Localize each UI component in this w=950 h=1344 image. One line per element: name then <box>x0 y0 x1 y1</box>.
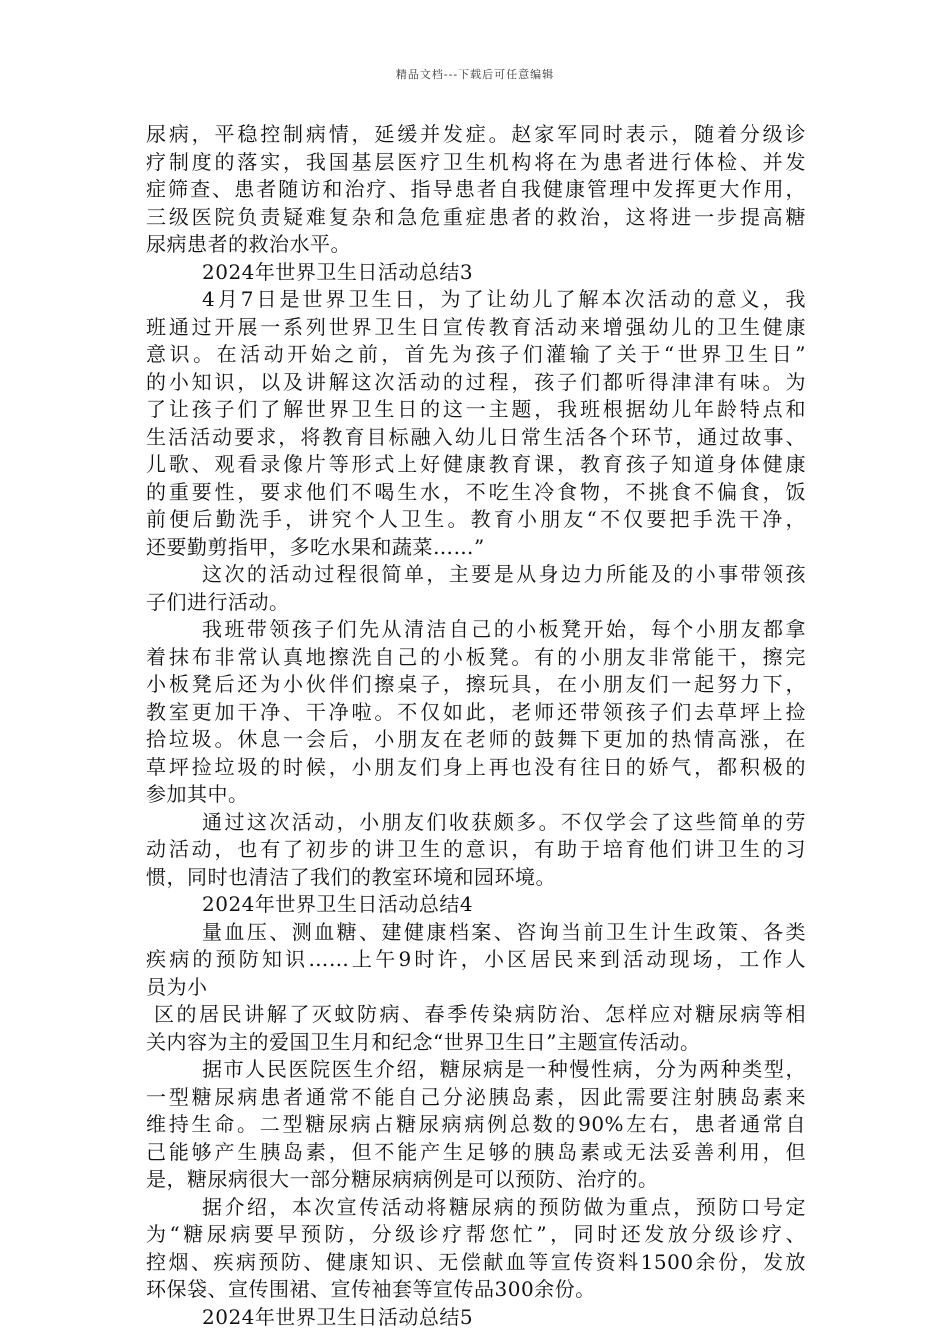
text-line: 参加其中。 <box>146 782 249 806</box>
page-header: 精品文档---下载后可任意编辑 <box>395 68 555 81</box>
text-line: 症筛查、患者随访和治疗、指导患者自我健康管理中发挥更大作用， <box>146 177 806 201</box>
text-line: 尿病，平稳控制病情，延缓并发症。赵家军同时表示，随着分级诊 <box>146 122 806 146</box>
text-line: 我班带领孩子们先从清洁自己的小板凳开始，每个小朋友都拿 <box>202 617 806 641</box>
text-line: 着抹布非常认真地擦洗自己的小板凳。有的小朋友非常能干，擦完 <box>146 644 806 669</box>
text-line: 了让孩子们了解世界卫生日的这一主题，我班根据幼儿年龄特点和 <box>146 397 806 421</box>
text-line: 为“糖尿病要早预防，分级诊疗帮您忙”，同时还发放分级诊疗、 <box>146 1222 806 1246</box>
text-line: 一型糖尿病患者通常不能自己分泌胰岛素，因此需要注射胰岛素来 <box>146 1084 806 1109</box>
text-line: 三级医院负责疑难复杂和急危重症患者的救治，这将进一步提高糖 <box>146 204 806 229</box>
text-line: 疾病的预防知识……上午9时许，小区居民来到活动现场，工作人 <box>146 947 806 971</box>
text-line: 环保袋、宣传围裙、宣传袖套等宣传品300余份。 <box>146 1277 596 1301</box>
text-line: 小板凳后还为小伙伴们擦桌子，擦玩具，在小朋友们一起努力下， <box>146 672 806 696</box>
section-heading: 2024年世界卫生日活动总结5 <box>202 1304 474 1329</box>
document-body <box>146 121 806 1331</box>
text-line: 疗制度的落实，我国基层医疗卫生机构将在为患者进行体检、并发 <box>146 149 806 174</box>
text-line: 据介绍，本次宣传活动将糖尿病的预防做为重点，预防口号定 <box>202 1194 806 1219</box>
text-line: 己能够产生胰岛素，但不能产生足够的胰岛素或无法妥善利用，但 <box>146 1139 806 1164</box>
text-line: 还要勤剪指甲，多吃水果和蔬菜……” <box>146 534 485 559</box>
text-line: 拾垃圾。休息一会后，小朋友在老师的鼓舞下更加的热情高涨，在 <box>146 727 806 751</box>
text-line: 尿病患者的救治水平。 <box>146 232 351 256</box>
text-line: 的重要性，要求他们不喝生水，不吃生冷食物，不挑食不偏食，饭 <box>146 479 806 504</box>
text-line: 教室更加干净、干净啦。不仅如此，老师还带领孩子们去草坪上捡 <box>146 699 806 724</box>
text-line: 的小知识，以及讲解这次活动的过程，孩子们都听得津津有味。为 <box>146 369 806 394</box>
text-line: 班通过开展一系列世界卫生日宣传教育活动来增强幼儿的卫生健康 <box>146 314 806 339</box>
section-heading: 2024年世界卫生日活动总结4 <box>202 892 474 916</box>
text-line: 区的居民讲解了灭蚊防病、春季传染病防治、怎样应对糖尿病等相 <box>154 1002 806 1026</box>
text-line: 4月7日是世界卫生日，为了让幼儿了解本次活动的意义，我 <box>202 287 806 311</box>
section-heading: 2024年世界卫生日活动总结3 <box>202 259 474 284</box>
text-line: 关内容为主的爱国卫生月和纪念“世界卫生日”主题宣传活动。 <box>146 1029 701 1054</box>
text-line: 前便后勤洗手，讲究个人卫生。教育小朋友“不仅要把手洗干净， <box>146 507 806 531</box>
text-line: 生活活动要求，将教育目标融入幼儿日常生活各个环节，通过故事、 <box>146 424 806 449</box>
text-line: 维持生命。二型糖尿病占糖尿病病例总数的90%左右，患者通常自 <box>146 1112 806 1136</box>
text-line: 子们进行活动。 <box>146 589 290 614</box>
text-line: 这次的活动过程很简单，主要是从身边力所能及的小事带领孩 <box>202 562 806 586</box>
text-line: 动活动，也有了初步的讲卫生的意识，有助于培育他们讲卫生的习 <box>146 837 806 861</box>
text-line: 据市人民医院医生介绍，糖尿病是一种慢性病，分为两种类型， <box>202 1057 806 1081</box>
text-line: 控烟、疾病预防、健康知识、无偿献血等宣传资料1500余份，发放 <box>146 1249 806 1274</box>
text-line: 草坪捡垃圾的时候，小朋友们身上再也没有往日的娇气，都积极的 <box>146 754 806 779</box>
text-line: 员为小 <box>146 974 208 999</box>
text-line: 通过这次活动，小朋友们收获颇多。不仅学会了这些简单的劳 <box>202 809 806 834</box>
text-line: 儿歌、观看录像片等形式上好健康教育课，教育孩子知道身体健康 <box>146 452 806 476</box>
text-line: 惯，同时也清洁了我们的教室环境和园环境。 <box>146 864 556 889</box>
text-line: 量血压、测血糖、建健康档案、咨询当前卫生计生政策、各类 <box>202 919 806 944</box>
text-line: 意识。在活动开始之前，首先为孩子们灌输了关于“世界卫生日” <box>146 342 806 366</box>
text-line: 是，糖尿病很大一部分糖尿病病例是可以预防、治疗的。 <box>146 1167 659 1191</box>
